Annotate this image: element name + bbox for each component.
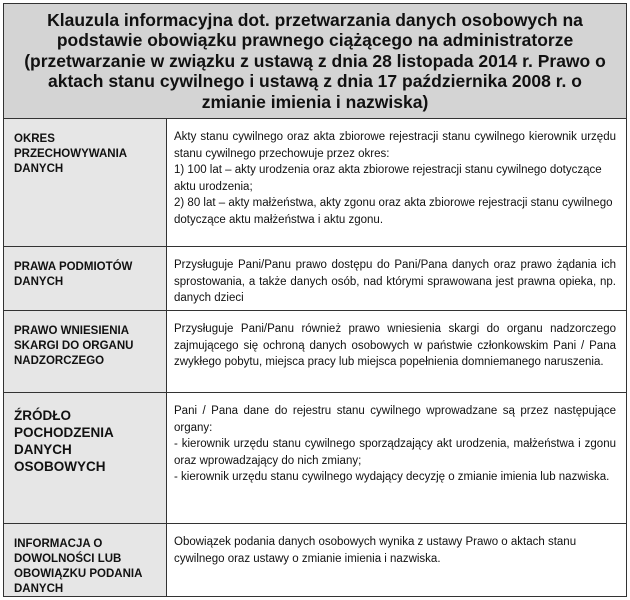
row-data-obligation bbox=[4, 524, 626, 596]
content-line: Akty stanu cywilnego oraz akta zbiorowe rejestracji stanu cywilnego kierownik urzędu stanu cywilnego przechowuje przez okres: bbox=[174, 131, 616, 160]
content-line: - kierownik urzędu stanu cywilnego sporządzający akt urodzenia, małżeństwa i zgonu oraz wprowadzający do nich zmiany; bbox=[174, 438, 616, 467]
content-line: - kierownik urzędu stanu cywilnego wydający decyzję o zmianie imienia lub nazwiska. bbox=[174, 471, 610, 483]
content-line: Pani / Pana dane do rejestru stanu cywilnego wprowadzane są przez następujące organy: bbox=[174, 405, 616, 434]
row-label: INFORMACJA O DOWOLNOŚCI LUB OBOWIĄZKU PODANIA DANYCH bbox=[4, 524, 167, 596]
content-line: Obowiązek podania danych osobowych wynika z ustawy Prawo o aktach stanu cywilnego oraz ustawy o zmianie imienia i nazwiska. bbox=[174, 536, 577, 565]
row-content bbox=[167, 393, 626, 523]
content-line: 2) 80 lat – akty małżeństwa, akty zgonu oraz akta zbiorowe rejestracji stanu cywilnego dotyczące aktu małżeństwa i aktu zgonu. bbox=[174, 197, 613, 226]
row-content bbox=[167, 311, 626, 392]
row-data-source bbox=[4, 393, 626, 524]
document-title: Klauzula informacyjna dot. przetwarzania danych osobowych na podstawie obowiązku prawnego ciążącego na administratorze (przetwarzanie w związku z ustawą z dnia 28 listopada 2014 r. Prawo o aktach stanu cywilnego i ustawą z dnia 17 października 2008 r. o zmianie imienia i nazwiska) bbox=[4, 4, 626, 119]
content-line: 1) 100 lat – akty urodzenia oraz akta zbiorowe rejestracji stanu cywilnego dotyczące aktu urodzenia; bbox=[174, 164, 602, 193]
content-line: Przysługuje Pani/Panu również prawo wniesienia skargi do organu nadzorczego zajmującego się ochroną danych osobowych w państwie członkowskim Pani / Pana zwykłego pobytu, miejsca pracy lub miejsca popełnienia domniemanego naruszenia. bbox=[174, 323, 616, 368]
row-content bbox=[167, 119, 626, 246]
row-content bbox=[167, 524, 626, 596]
row-data-subject-rights bbox=[4, 247, 626, 311]
row-label: PRAWO WNIESIENIA SKARGI DO ORGANU NADZORCZEGO bbox=[4, 311, 167, 392]
row-complaint-right bbox=[4, 311, 626, 393]
row-label: OKRES PRZECHOWYWANIA DANYCH bbox=[4, 119, 167, 246]
row-label: PRAWA PODMIOTÓW DANYCH bbox=[4, 247, 167, 310]
row-retention-period bbox=[4, 119, 626, 247]
information-clause-document bbox=[3, 3, 627, 597]
row-label: ŹRÓDŁO POCHODZENIA DANYCH OSOBOWYCH bbox=[4, 393, 167, 523]
row-content bbox=[167, 247, 626, 310]
content-line: Przysługuje Pani/Panu prawo dostępu do Pani/Pana danych oraz prawo żądania ich sprostowania, a także danych osób, nad którymi sprawowana jest prawna opieka, np. danych dzieci bbox=[174, 259, 616, 304]
